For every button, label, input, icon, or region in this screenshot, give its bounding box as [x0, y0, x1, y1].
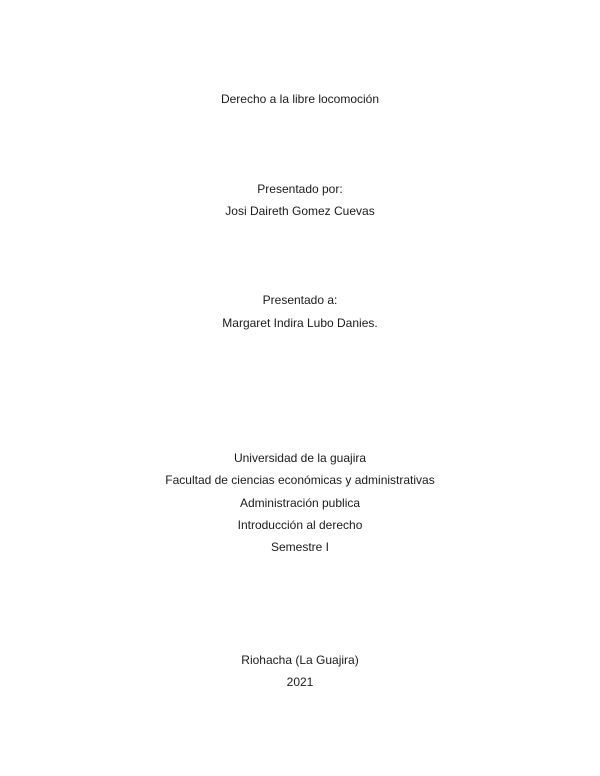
author-name: Josi Daireth Gomez Cuevas: [225, 204, 375, 218]
semester-label: Semestre I: [270, 540, 330, 554]
year-label: 2021: [286, 675, 314, 689]
document-title: Derecho a la libre locomoción: [220, 92, 380, 106]
course-name: Introducción al derecho: [237, 518, 363, 532]
faculty-name: Facultad de ciencias económicas y administrativas: [165, 473, 435, 487]
university-name: Universidad de la guajira: [233, 451, 367, 465]
program-name: Administración publica: [239, 496, 361, 510]
city-location: Riohacha (La Guajira): [241, 653, 359, 667]
presented-by-label: Presentado por:: [257, 182, 343, 196]
presented-to-label: Presentado a:: [262, 293, 338, 307]
recipient-name: Margaret Indira Lubo Danies.: [222, 316, 378, 330]
